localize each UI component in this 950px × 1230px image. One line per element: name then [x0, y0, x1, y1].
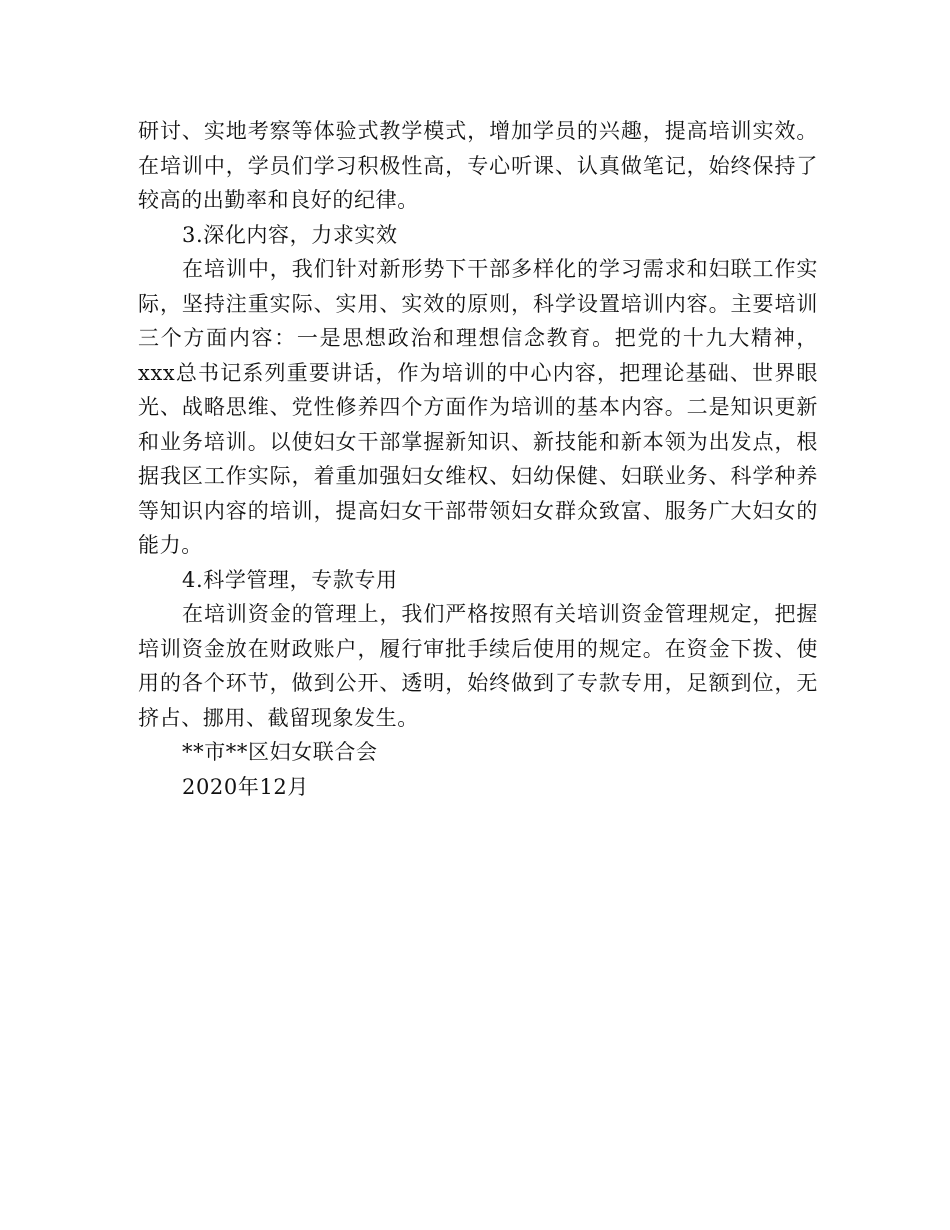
section-heading-management: 4.科学管理，专款专用 [182, 567, 398, 592]
signature-organization: **市**区妇女联合会 [182, 740, 378, 764]
paragraph-training-content: 在培训中，我们针对新形势下干部多样化的学习需求和妇联工作实际，坚持注重实际、实用、实效的原则，科学设置培训内容。主要培训三个方面内容：一是思想政治和理想信念教育。把党的十九大精神，xxx总书记系列重要讲话，作为培训的中心内容，把理论基础、世界眼光、战略思维、党性修养四个方面作为培训的基本内容。二是知识更新和业务培训。以使妇女干部掌握新知识、新技能和新本领为出发点，根据我区工作实际，着重加强妇女维权、妇幼保健、妇联业务、科学种养等知识内容的培训，提高妇女干部带领妇女群众致富、服务广大妇女的能力。 [138, 257, 818, 557]
document-body [138, 114, 818, 804]
section-heading-content: 3.深化内容，力求实效 [182, 222, 398, 247]
paragraph-training-mode: 研讨、实地考察等体验式教学模式，增加学员的兴趣，提高培训实效。在培训中，学员们学习积极性高，专心听课、认真做笔记，始终保持了较高的出勤率和良好的纪律。 [138, 119, 818, 212]
paragraph-fund-management: 在培训资金的管理上，我们严格按照有关培训资金管理规定，把握培训资金放在财政账户，履行审批手续后使用的规定。在资金下拨、使用的各个环节，做到公开、透明，始终做到了专款专用，足额到位，无挤占、挪用、截留现象发生。 [138, 602, 818, 730]
signature-date: 2020年12月 [182, 774, 309, 799]
